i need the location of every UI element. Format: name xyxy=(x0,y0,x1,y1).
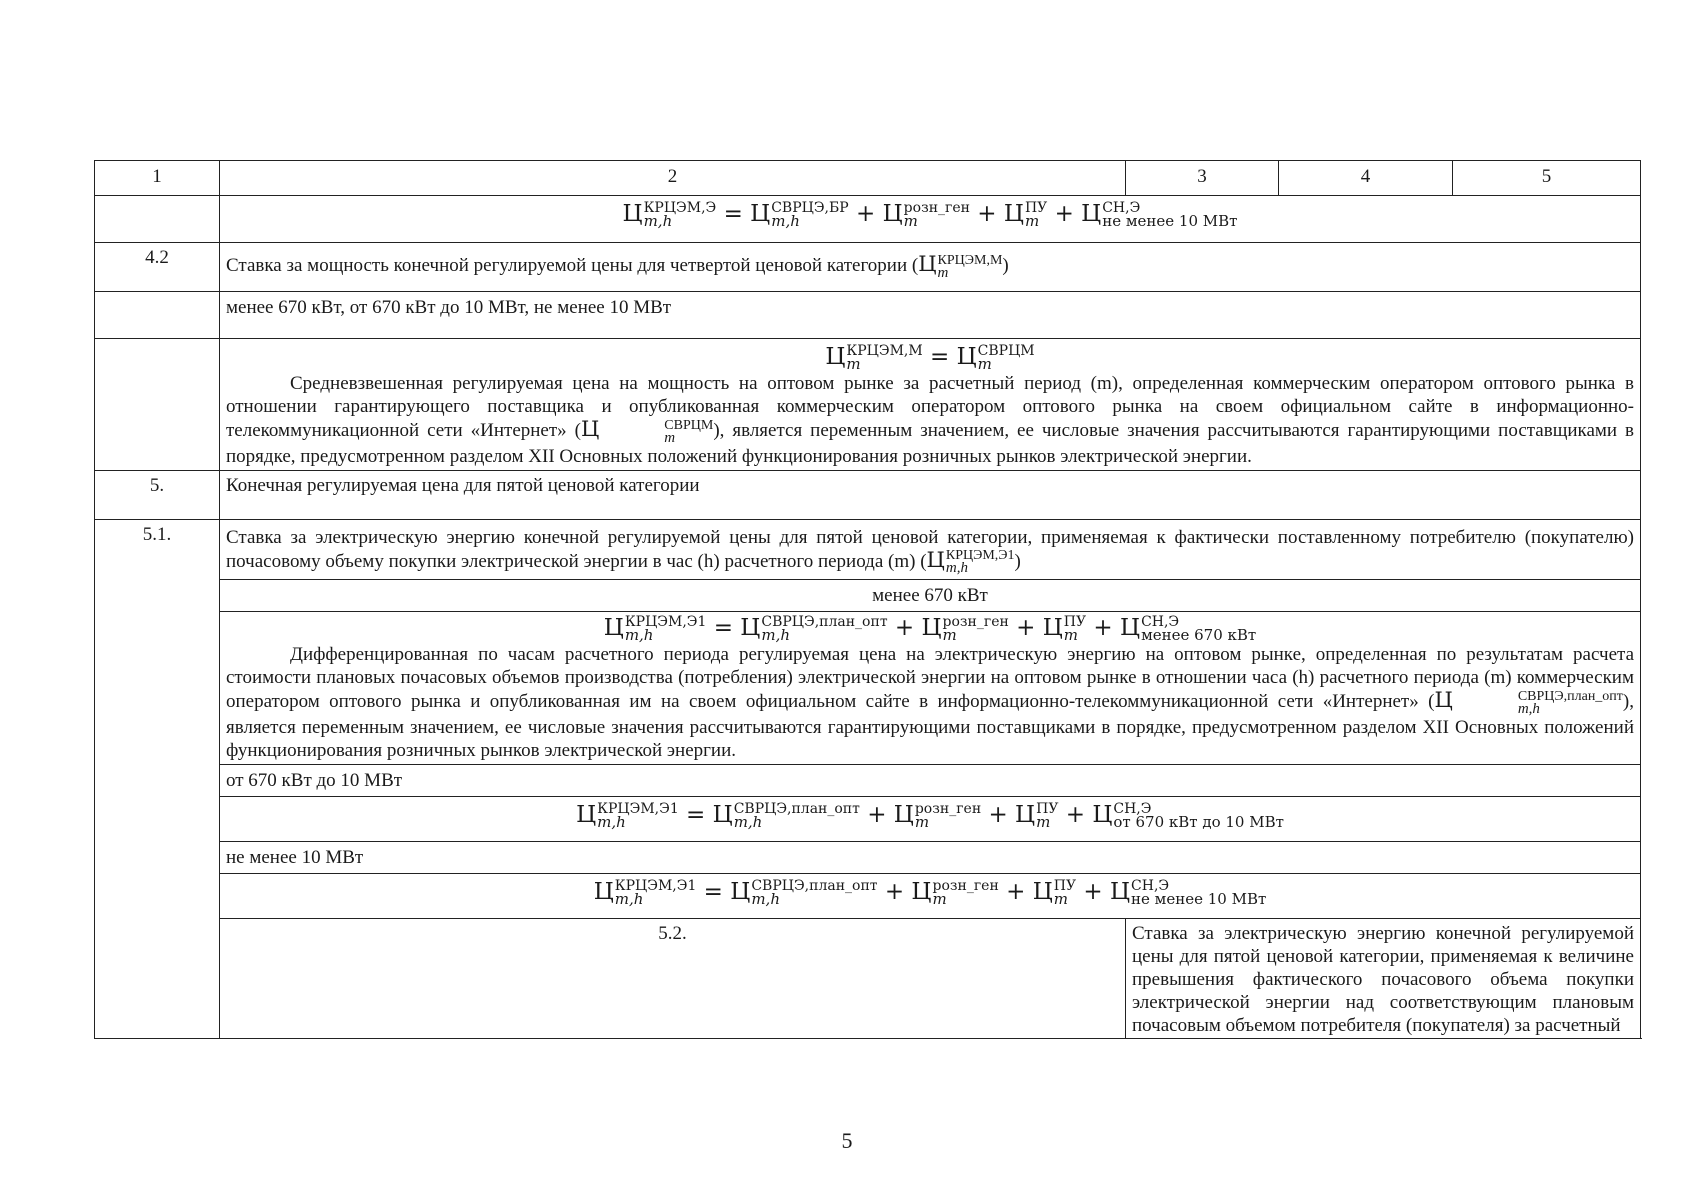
row-formula-5 xyxy=(95,873,1641,918)
row-power-categories xyxy=(95,292,1641,339)
row-formula-4 xyxy=(95,796,1641,841)
row-4-2 xyxy=(95,243,1641,292)
header-row xyxy=(95,161,1641,196)
header-col-4: 4 xyxy=(1279,161,1453,196)
header-col-5: 5 xyxy=(1453,161,1641,196)
row-5-text: Конечная регулируемая цена для пятой ценовой категории xyxy=(220,470,1641,519)
page-number: 5 xyxy=(841,1128,853,1153)
category-not-less-10-mw: не менее 10 МВт xyxy=(220,841,1641,873)
row-5-2-text: Ставка за электрическую энергию конечной регулируемой цены для пятой ценовой категории, применяемая к величине превышения фактического почасового объема покупки электрической энергии над соответствующим плановым почасовым объемом потребителя (покупателя) за расчетный xyxy=(1126,918,1641,1038)
power-categories-text: менее 670 кВт, от 670 кВт до 10 МВт, не менее 10 МВт xyxy=(220,292,1641,339)
row-4-2-text: Ставка за мощность конечной регулируемой цены для четвертой ценовой категории (Ц КРЦЭМ,М m ) xyxy=(220,243,1641,292)
row-5-2 xyxy=(95,918,1641,1038)
row-number: 4.2 xyxy=(95,243,220,292)
category-less-670-kw: менее 670 кВт xyxy=(220,580,1641,612)
row-category-670-to-10 xyxy=(95,764,1641,796)
row-5 xyxy=(95,470,1641,519)
header-col-2: 2 xyxy=(220,161,1126,196)
formula-krcem-e1-not-less-10: Ц КРЦЭМ,Э1 m,h = Ц СВРЦЭ,план_опт m,h + Ц розн_ген m + Ц ПУ m + Ц СН,Э не менее 10 МВт xyxy=(220,873,1641,918)
row-formula-2 xyxy=(95,339,1641,471)
row-formula-3 xyxy=(95,612,1641,765)
row-category-less-670 xyxy=(95,580,1641,612)
row-number: 5. xyxy=(95,470,220,519)
formula-krcem-e: Ц КРЦЭМ,Э m,h = Ц СВРЦЭ,БР m,h + Ц розн_ген m + Ц ПУ m + Ц СН,Э не менее 10 МВт xyxy=(220,196,1641,243)
row-5-1-text: Ставка за электрическую энергию конечной регулируемой цены для пятой ценовой категории, применяемая к фактически поставленному потребителю (покупателю) почасовому объему покупки электрической энергии в час (h) расчетного периода (m) (Ц КРЦЭМ,Э1 m,h ) xyxy=(220,519,1641,580)
row-number: 5.1. xyxy=(95,519,220,1038)
formula-krcem-e1-less-670: Ц КРЦЭМ,Э1 m,h = Ц СВРЦЭ,план_опт m,h + Ц розн_ген m + Ц ПУ m + Ц СН,Э менее 670 кВт xyxy=(603,614,1257,645)
category-670-kw-to-10-mw: от 670 кВт до 10 МВт xyxy=(220,764,1641,796)
header-col-3: 3 xyxy=(1126,161,1279,196)
formula-row-1 xyxy=(95,196,1641,243)
header-col-1: 1 xyxy=(95,161,220,196)
formula-krcem-e1-670-to-10: Ц КРЦЭМ,Э1 m,h = Ц СВРЦЭ,план_опт m,h + Ц розн_ген m + Ц ПУ m + Ц СН,Э от 670 кВт до 10 МВт xyxy=(220,796,1641,841)
row-category-not-less-10 xyxy=(95,841,1641,873)
paragraph-svrcm-definition: Средневзвешенная регулируемая цена на мощность на оптовом рынке за расчетный период (m), определенная коммерческим оператором оптового рынка в отношении гарантирующего поставщика и опубликованная коммерческим оператором оптового рынка на своем официальном сайте в информационно-телекоммуникационной сети «Интернет» (Ц СВРЦМ m ), является переменным значением, ее числовые значения рассчитываются гарантирующими поставщиками в порядке, предусмотренном разделом XII Основных положений функционирования розничных рынков электрической энергии. xyxy=(226,373,1634,467)
row-5-1 xyxy=(95,519,1641,580)
paragraph-svrce-plan-opt-definition: Дифференцированная по часам расчетного периода регулируемая цена на электрическую энергию на оптовом рынке, определенная по результатам расчета стоимости плановых почасовых объемов производства (потребления) электрической энергии на оптовом рынке в отношении часа (h) расчетного периода (m) коммерческим оператором оптового рынка и опубликованная им на своем официальном сайте в информационно-телекоммуникационной сети «Интернет» (Ц СВРЦЭ,план_опт m,h ), является переменным значением, ее числовые значения рассчитываются гарантирующими поставщиками в порядке, предусмотренном разделом XII Основных положений функционирования розничных рынков электрической энергии. xyxy=(226,644,1634,761)
document-table xyxy=(94,160,1641,1039)
formula-krcem-m: Ц КРЦЭМ,М m = Ц СВРЦМ m xyxy=(825,343,1035,373)
row-number: 5.2. xyxy=(220,918,1126,1038)
